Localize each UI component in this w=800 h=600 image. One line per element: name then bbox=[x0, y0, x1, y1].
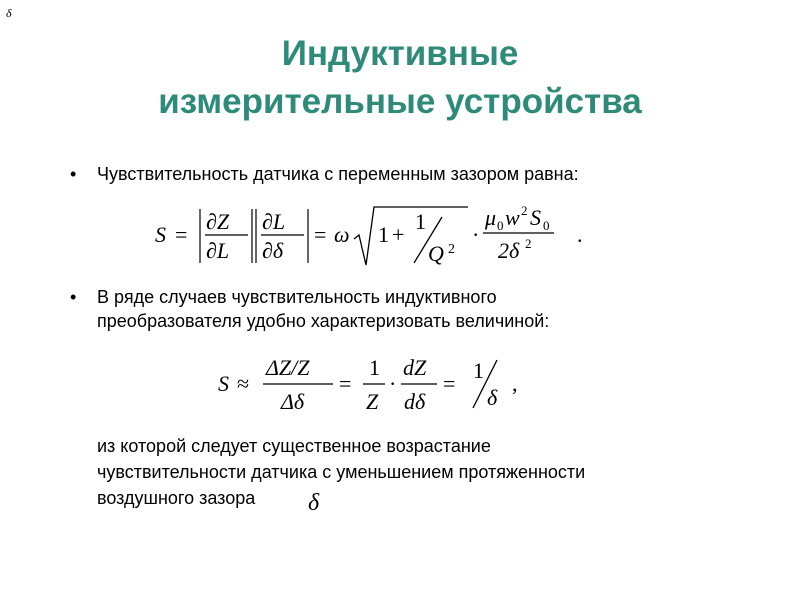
f1-w: w bbox=[505, 205, 520, 230]
paragraph-line-1: из которой следует существенное возрастание bbox=[97, 436, 491, 456]
paragraph-line-3: воздушного зазора bbox=[97, 488, 256, 508]
f1-eq2: = bbox=[314, 222, 327, 247]
f2-eq2: = bbox=[443, 371, 456, 396]
f2-dZ: dZ bbox=[403, 355, 427, 380]
title-line-2: измерительные устройства bbox=[158, 82, 642, 121]
f2-delta: δ bbox=[487, 385, 498, 410]
f1-dZ: ∂Z bbox=[206, 209, 230, 234]
inline-delta-symbol: δ bbox=[308, 490, 320, 516]
bullet-text: Чувствительность датчика с переменным зазором равна: bbox=[97, 164, 579, 184]
f1-eq: = bbox=[175, 222, 188, 247]
f1-den: 2δ bbox=[498, 238, 520, 263]
f1-S0: S bbox=[530, 205, 541, 230]
f2-comma: , bbox=[512, 371, 518, 396]
bullet-marker: • bbox=[70, 287, 77, 307]
slide-title bbox=[0, 30, 800, 126]
f1-period: . bbox=[577, 222, 583, 247]
bullet-text-line-2: преобразователя удобно характеризовать величиной: bbox=[97, 311, 550, 331]
title-line-1: Индуктивные bbox=[281, 34, 519, 73]
f2-ddelta: dδ bbox=[404, 389, 426, 414]
f1-omega: ω bbox=[334, 222, 350, 247]
f1-den-sup: 2 bbox=[525, 236, 532, 251]
f1-S: S bbox=[155, 222, 166, 247]
f2-den: Δδ bbox=[281, 389, 305, 414]
f1-dot: · bbox=[472, 222, 480, 247]
paragraph-line-2: чувствительности датчика с уменьшением протяженности bbox=[97, 462, 586, 482]
f2-eq: = bbox=[339, 371, 352, 396]
f1-one: 1 bbox=[378, 222, 389, 247]
formula-sensitivity bbox=[150, 195, 600, 275]
f2-one: 1 bbox=[369, 355, 380, 380]
f1-ddelta: ∂δ bbox=[262, 238, 284, 263]
f1-mu: μ bbox=[485, 205, 497, 230]
f2-Z: Z bbox=[366, 389, 379, 414]
f2-approx: ≈ bbox=[237, 371, 250, 396]
f1-one-b: 1 bbox=[415, 209, 426, 234]
bullet-text-line-1: В ряде случаев чувствительность индуктивного bbox=[97, 287, 497, 307]
f1-dL: ∂L bbox=[206, 238, 230, 263]
formula-relative-sensitivity-svg bbox=[215, 348, 535, 423]
f1-dL2: ∂L bbox=[262, 209, 286, 234]
f1-w-sup: 2 bbox=[521, 203, 528, 218]
f1-Q-sq: 2 bbox=[448, 242, 455, 257]
f1-Q: Q bbox=[428, 241, 444, 266]
f1-plus: + bbox=[392, 222, 405, 247]
bullet-marker: • bbox=[70, 164, 77, 184]
f1-mu-sub: 0 bbox=[497, 218, 504, 233]
conclusion-paragraph bbox=[97, 433, 585, 511]
f2-one2: 1 bbox=[473, 358, 484, 383]
f2-dot: · bbox=[389, 371, 397, 396]
corner-delta-symbol: δ bbox=[6, 6, 12, 20]
f2-num: ΔZ/Z bbox=[266, 355, 310, 380]
f2-S: S bbox=[218, 371, 229, 396]
formula-relative-sensitivity bbox=[215, 348, 535, 423]
formula-sensitivity-svg bbox=[150, 195, 600, 275]
f1-S0-sub: 0 bbox=[543, 218, 550, 233]
